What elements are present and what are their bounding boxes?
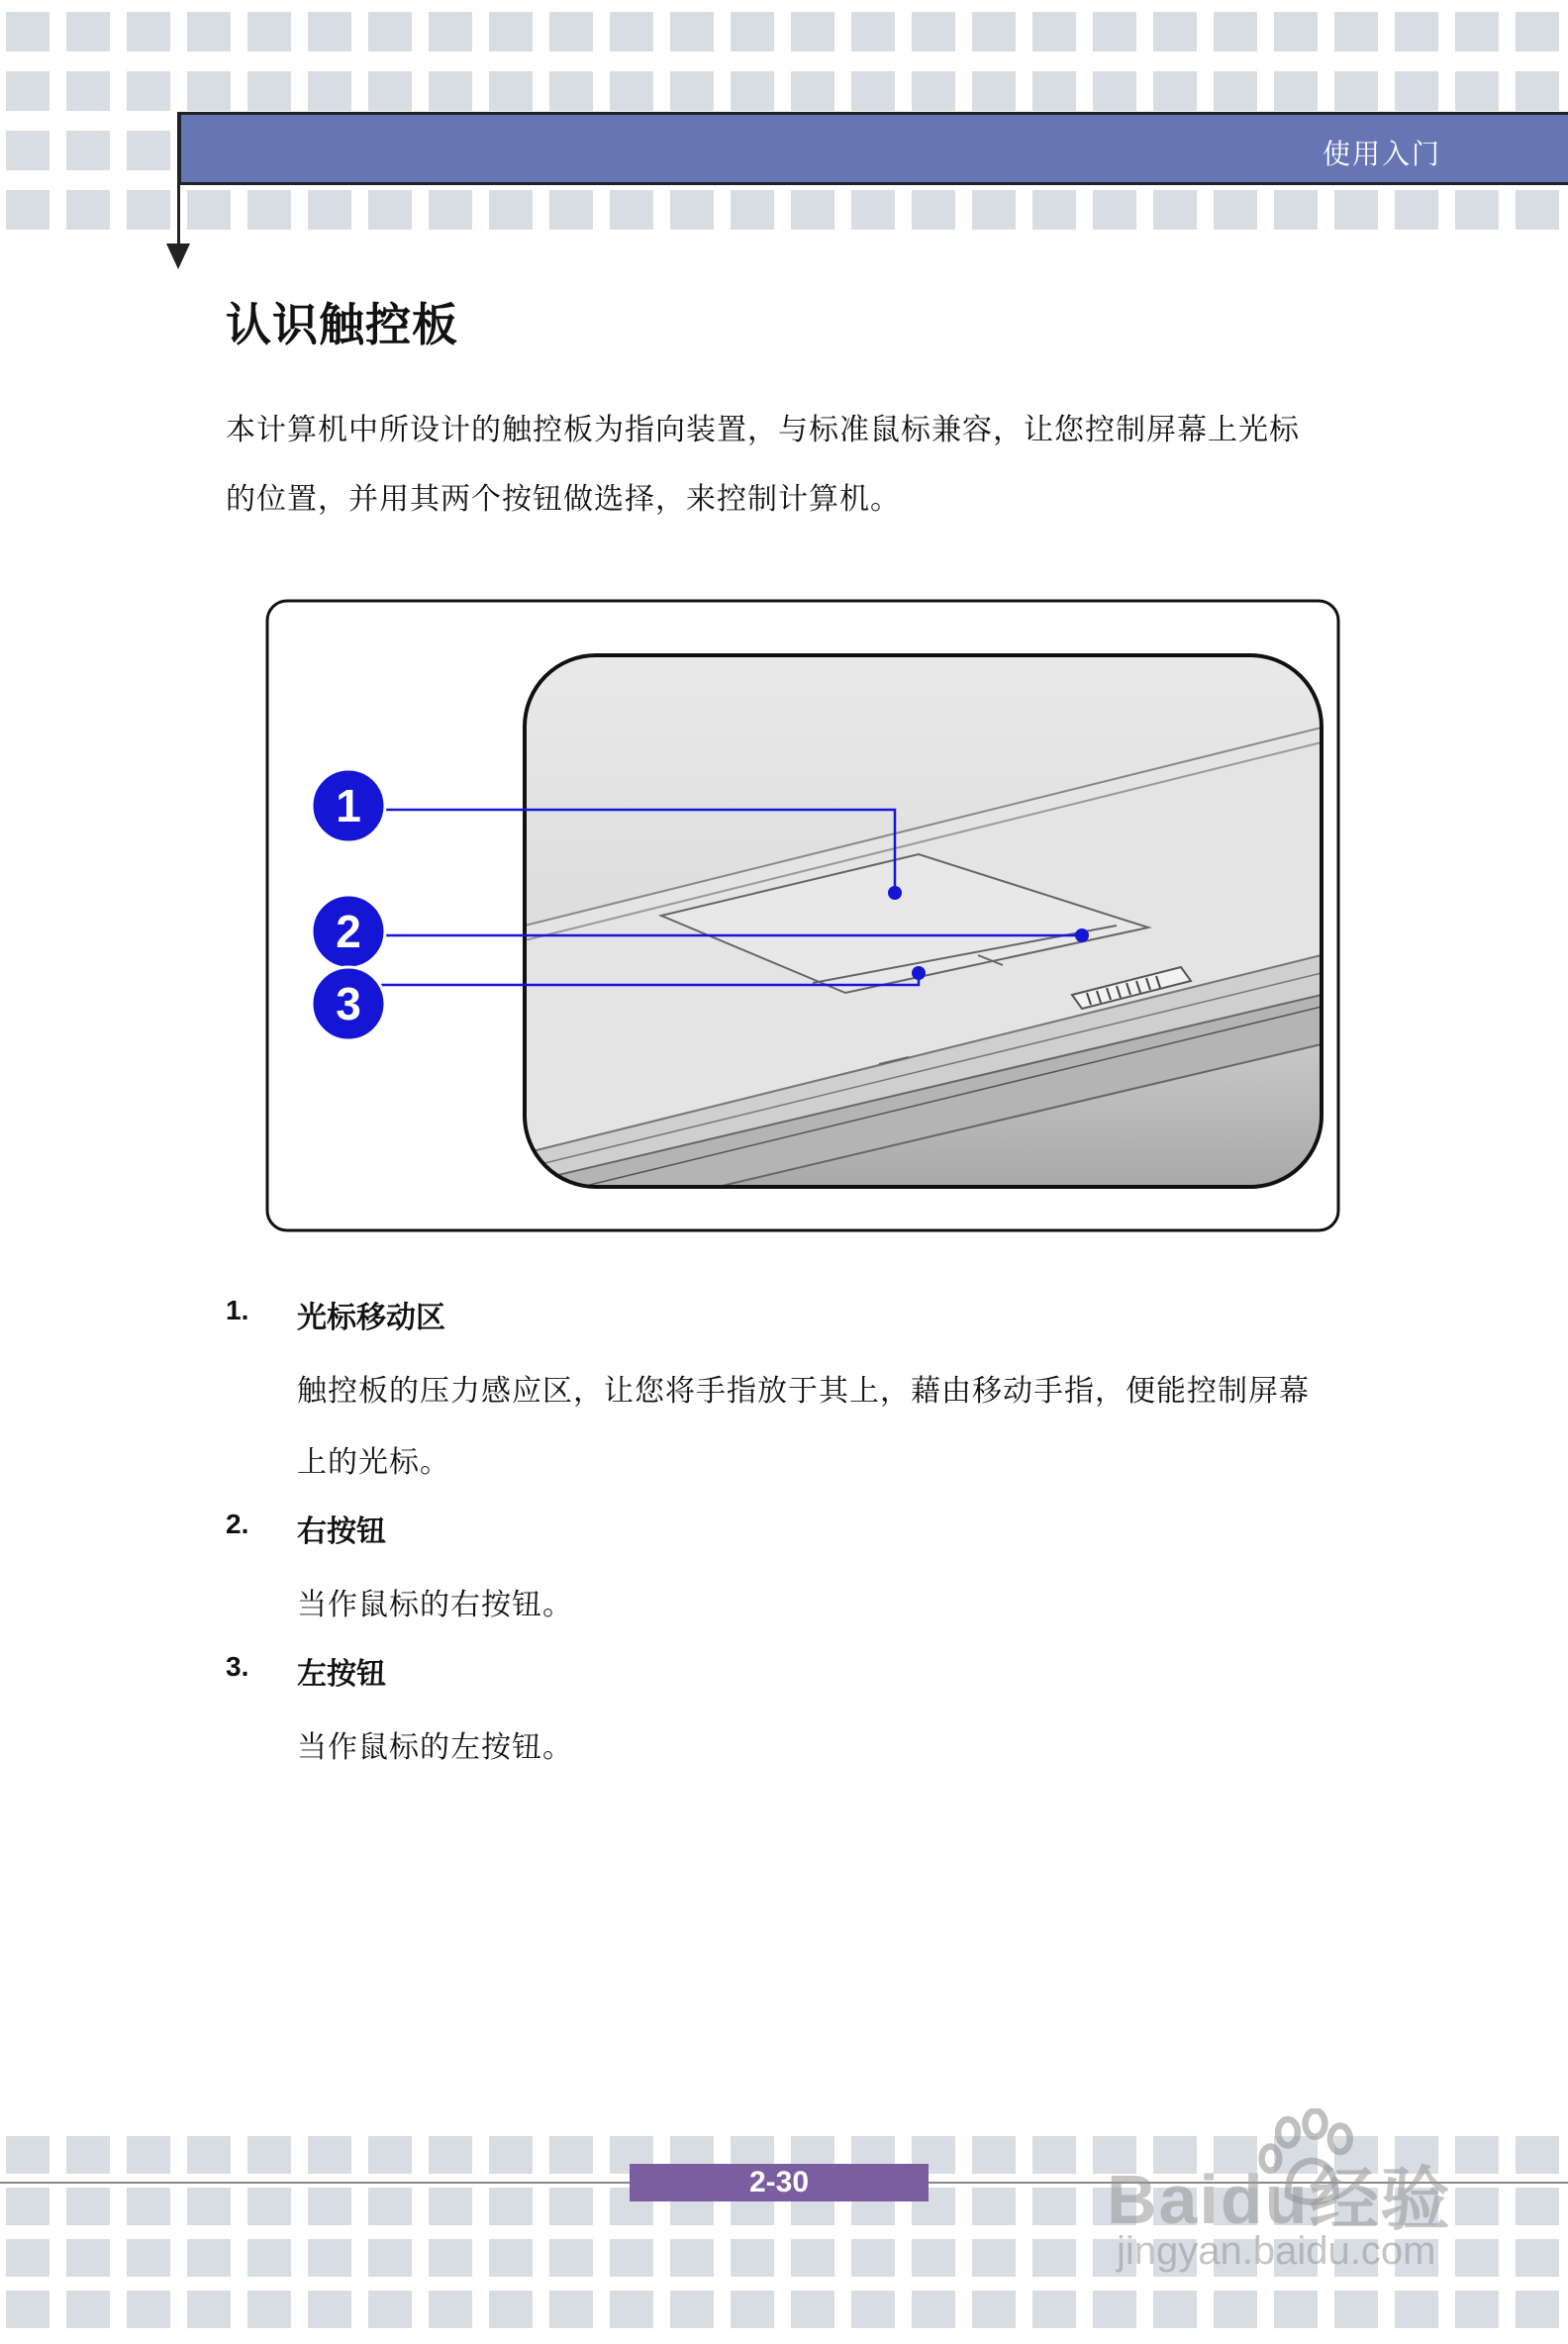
decorative-tile xyxy=(731,2239,774,2277)
section-title: 使用入门 xyxy=(1322,138,1441,170)
decorative-tile xyxy=(549,12,593,51)
decorative-tile xyxy=(1032,2136,1076,2174)
decorative-tile xyxy=(368,2291,412,2328)
decorative-tile xyxy=(127,2188,170,2225)
decorative-tile xyxy=(791,2239,834,2277)
decorative-tile xyxy=(610,2239,653,2277)
decorative-tile xyxy=(368,71,412,111)
item-list xyxy=(226,1285,1354,1784)
decorative-tile xyxy=(1032,71,1076,111)
decorative-tile xyxy=(1214,71,1257,111)
decorative-tile xyxy=(1274,2291,1318,2328)
decorative-tile xyxy=(1153,71,1197,111)
decorative-tile xyxy=(972,2136,1016,2174)
item-heading xyxy=(226,1641,1354,1712)
decorative-tile xyxy=(489,2291,533,2328)
laptop-photo xyxy=(525,655,1322,1232)
decorative-tile xyxy=(1093,12,1136,51)
decorative-tile xyxy=(247,2188,291,2225)
decorative-tile xyxy=(912,71,955,111)
decorative-tile xyxy=(1032,2188,1076,2225)
decorative-tile xyxy=(912,12,955,51)
decorative-tile xyxy=(489,2136,533,2174)
decorative-tile xyxy=(1334,71,1378,111)
decorative-tile xyxy=(489,2239,533,2277)
decorative-tile xyxy=(791,2291,834,2328)
callout-1-label: 1 xyxy=(336,780,361,831)
decorative-tile xyxy=(731,12,774,51)
decorative-tile xyxy=(549,2136,593,2174)
decorative-tile xyxy=(972,2188,1016,2225)
decorative-tile xyxy=(972,2291,1016,2328)
decorative-tile xyxy=(187,2136,231,2174)
decorative-tile xyxy=(247,12,291,51)
baidu-watermark xyxy=(1107,2108,1483,2287)
decorative-tile xyxy=(489,190,533,230)
decorative-tile xyxy=(1516,190,1559,230)
decorative-tile xyxy=(1032,2239,1076,2277)
decorative-tile xyxy=(6,71,49,111)
intro-line-2: 的位置，并用其两个按钮做选择，来控制计算机。 xyxy=(226,482,901,517)
decorative-tile xyxy=(429,2291,472,2328)
decorative-tile xyxy=(1032,2291,1076,2328)
decorative-tile xyxy=(972,12,1016,51)
item-heading xyxy=(226,1499,1354,1570)
decorative-tile xyxy=(308,2239,351,2277)
callout-2 xyxy=(312,895,385,968)
decorative-tile xyxy=(187,190,231,230)
item-description: 当作鼠标的右按钮。 xyxy=(297,1588,573,1622)
decorative-tile xyxy=(1516,2188,1559,2225)
decorative-tile xyxy=(610,12,653,51)
decorative-tile xyxy=(1093,2291,1136,2328)
decorative-tile xyxy=(127,131,170,170)
item-heading xyxy=(226,1285,1354,1356)
decorative-tile xyxy=(187,71,231,111)
decorative-tile xyxy=(1093,190,1136,230)
item-number: 1. xyxy=(226,1295,249,1325)
callout-2-label: 2 xyxy=(336,906,361,957)
point-3 xyxy=(912,966,926,980)
decorative-tile xyxy=(1516,71,1559,111)
decorative-tile xyxy=(489,12,533,51)
item-description: 当作鼠标的左按钮。 xyxy=(297,1730,573,1765)
decorative-tile xyxy=(66,71,110,111)
decorative-tile xyxy=(1395,2291,1438,2328)
decorative-tile xyxy=(66,2188,110,2225)
decorative-tile xyxy=(972,71,1016,111)
decorative-tile xyxy=(1334,190,1378,230)
decorative-tile xyxy=(127,2136,170,2174)
callout-1 xyxy=(312,769,385,842)
item-description: 触控板的压力感应区，让您将手指放于其上，藉由移动手指，便能控制屏幕 xyxy=(297,1374,1310,1409)
arrow-line xyxy=(177,112,180,245)
decorative-tile xyxy=(851,2239,895,2277)
decorative-tile xyxy=(368,2188,412,2225)
decorative-tile xyxy=(1395,12,1438,51)
decorative-tile xyxy=(1455,71,1499,111)
decorative-tile xyxy=(670,2291,714,2328)
decorative-tile xyxy=(66,2136,110,2174)
item-title: 左按钮 xyxy=(297,1658,386,1691)
decorative-tile xyxy=(6,2188,49,2225)
decorative-tile xyxy=(1334,12,1378,51)
decorative-tile xyxy=(1214,12,1257,51)
decorative-tile xyxy=(1153,190,1197,230)
list-item xyxy=(226,1641,1354,1784)
intro-paragraph xyxy=(226,396,1354,535)
decorative-tile xyxy=(1516,2291,1559,2328)
decorative-tile xyxy=(549,2239,593,2277)
decorative-tile xyxy=(127,2239,170,2277)
decorative-tile xyxy=(851,71,895,111)
touchpad-figure xyxy=(265,599,1344,1240)
decorative-tile xyxy=(610,71,653,111)
decorative-tile xyxy=(66,131,110,170)
decorative-tile xyxy=(1334,2291,1378,2328)
decorative-tile xyxy=(247,190,291,230)
decorative-tile xyxy=(1274,71,1318,111)
decorative-tile xyxy=(1455,2291,1499,2328)
decorative-tile xyxy=(851,12,895,51)
decorative-tile xyxy=(670,71,714,111)
decorative-tile xyxy=(670,2239,714,2277)
decorative-tile xyxy=(308,190,351,230)
decorative-tile xyxy=(1214,190,1257,230)
decorative-tile xyxy=(489,2188,533,2225)
intro-line-1: 本计算机中所设计的触控板为指向装置，与标准鼠标兼容，让您控制屏幕上光标 xyxy=(226,413,1300,447)
decorative-tile xyxy=(912,2291,955,2328)
watermark-brand: Baidu经验 xyxy=(1107,2161,1452,2238)
decorative-tile xyxy=(66,190,110,230)
decorative-tile xyxy=(247,71,291,111)
decorative-tile xyxy=(791,190,834,230)
decorative-tile xyxy=(6,2291,49,2328)
decorative-tile xyxy=(308,2291,351,2328)
decorative-tile xyxy=(851,2291,895,2328)
decorative-tile xyxy=(6,12,49,51)
callout-3-label: 3 xyxy=(336,978,361,1029)
decorative-tile xyxy=(187,2188,231,2225)
decorative-tile xyxy=(368,2239,412,2277)
decorative-tile xyxy=(1274,190,1318,230)
decorative-tile xyxy=(549,71,593,111)
decorative-tile xyxy=(368,12,412,51)
decorative-tile xyxy=(731,190,774,230)
decorative-tile xyxy=(1516,2136,1559,2174)
header-bar xyxy=(178,112,1568,185)
item-title: 右按钮 xyxy=(297,1515,386,1548)
arrow-down-icon xyxy=(166,244,190,269)
decorative-tile xyxy=(549,190,593,230)
list-item xyxy=(226,1285,1354,1499)
decorative-tile xyxy=(429,2188,472,2225)
decorative-tile xyxy=(429,2136,472,2174)
decorative-tile xyxy=(1153,2291,1197,2328)
item-number: 3. xyxy=(226,1651,249,1682)
page-title: 认识触控板 xyxy=(226,298,458,351)
decorative-tile xyxy=(610,190,653,230)
decorative-tile xyxy=(1214,2291,1257,2328)
decorative-tile xyxy=(429,12,472,51)
decorative-tile xyxy=(972,2239,1016,2277)
decorative-tile xyxy=(247,2136,291,2174)
decorative-tile xyxy=(127,190,170,230)
decorative-tile xyxy=(731,71,774,111)
decorative-tile xyxy=(670,190,714,230)
decorative-tile xyxy=(66,2239,110,2277)
decorative-tile xyxy=(912,2239,955,2277)
item-description-cont: 上的光标。 xyxy=(297,1445,450,1480)
callout-3 xyxy=(312,967,385,1040)
decorative-tile xyxy=(6,2239,49,2277)
decorative-tile xyxy=(1153,12,1197,51)
decorative-tile xyxy=(1395,71,1438,111)
decorative-tile xyxy=(127,71,170,111)
page-number: 2-30 xyxy=(630,2164,929,2201)
decorative-tile xyxy=(368,190,412,230)
decorative-tile xyxy=(549,2188,593,2225)
decorative-tile xyxy=(791,12,834,51)
decorative-tile xyxy=(1274,12,1318,51)
point-2 xyxy=(1075,928,1089,942)
decorative-tile xyxy=(1455,12,1499,51)
decorative-tile xyxy=(1093,71,1136,111)
decorative-tile xyxy=(308,71,351,111)
decorative-tile xyxy=(489,71,533,111)
watermark-url: jingyan.baidu.com xyxy=(1117,2229,1436,2273)
decorative-tile xyxy=(1032,190,1076,230)
decorative-tile xyxy=(1516,2239,1559,2277)
decorative-tile xyxy=(66,12,110,51)
decorative-tile xyxy=(6,131,49,170)
decorative-tile xyxy=(429,2239,472,2277)
decorative-tile xyxy=(368,2136,412,2174)
decorative-tile xyxy=(308,2136,351,2174)
touchpad-illustration xyxy=(265,599,1344,1236)
decorative-tile xyxy=(6,190,49,230)
decorative-tile xyxy=(549,2291,593,2328)
decorative-tile xyxy=(670,12,714,51)
decorative-tile xyxy=(791,71,834,111)
decorative-tile xyxy=(429,71,472,111)
decorative-tile xyxy=(1455,190,1499,230)
decorative-tile xyxy=(1395,190,1438,230)
decorative-tile xyxy=(308,12,351,51)
decorative-tile xyxy=(127,2291,170,2328)
decorative-tile xyxy=(127,12,170,51)
item-number: 2. xyxy=(226,1509,249,1539)
point-1 xyxy=(888,886,902,900)
decorative-tile xyxy=(66,2291,110,2328)
decorative-tile xyxy=(187,2291,231,2328)
decorative-tile xyxy=(6,2136,49,2174)
list-item xyxy=(226,1499,1354,1641)
decorative-tile xyxy=(1032,12,1076,51)
decorative-tile xyxy=(308,2188,351,2225)
decorative-tile xyxy=(912,190,955,230)
decorative-tile xyxy=(187,2239,231,2277)
decorative-tile xyxy=(1516,12,1559,51)
decorative-tile xyxy=(972,190,1016,230)
decorative-tile xyxy=(731,2291,774,2328)
decorative-tile xyxy=(610,2291,653,2328)
decorative-tile xyxy=(429,190,472,230)
item-title: 光标移动区 xyxy=(297,1302,445,1334)
decorative-tile xyxy=(851,190,895,230)
decorative-tile xyxy=(187,12,231,51)
decorative-tile xyxy=(247,2239,291,2277)
decorative-tile xyxy=(247,2291,291,2328)
